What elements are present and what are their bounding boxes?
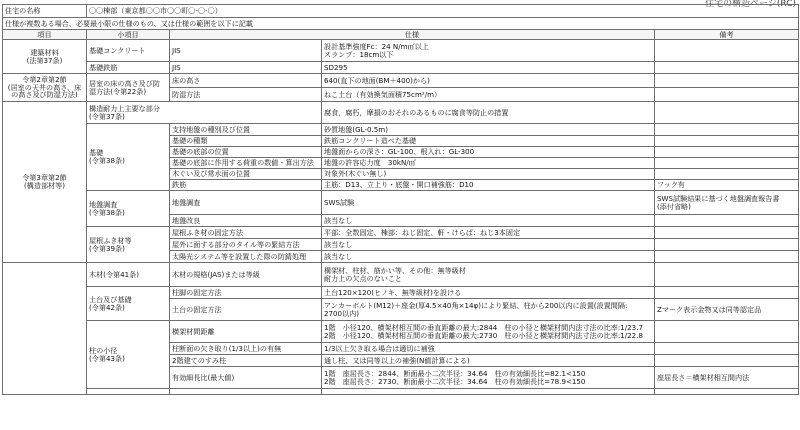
note-cell — [655, 287, 799, 299]
spec-cell: 砂質地盤(GL-0.5m) — [322, 124, 655, 136]
spec-cell: アンカーボルト(M12)＋座金(厚4.5×40角×14φ)により緊結、柱から200以内に設置(設置間隔: 2700以内) — [322, 299, 655, 321]
subitem-kiso: 基礎 (令第38条) — [87, 124, 170, 191]
note-cell — [655, 74, 799, 88]
main-cell: 木ぐい及び常水面の位置 — [170, 169, 322, 180]
main-cell: 太陽光システム等を設置した際の防錆処理 — [170, 251, 322, 263]
main-cell: 地盤調査 — [170, 191, 322, 215]
table-row-tail — [3, 389, 799, 395]
spec-cell: ねこ土台（有効換気面積75cm²/m） — [322, 88, 655, 102]
spec-cell: 640(直下の地面(BM＋400)から) — [322, 74, 655, 88]
spec-table — [2, 4, 799, 395]
main-cell: 土台の固定方法 — [170, 299, 322, 321]
spec-cell: 主筋：D13、立上り・底盤・開口補強筋：D10 — [322, 180, 655, 191]
spec-cell: 構架材、柱材、筋かい等、その他：無等級材 耐力上の欠点のないこと — [322, 263, 655, 287]
main-cell — [170, 389, 322, 395]
subitem-cell: 屋根ふき材等 (令第39条) — [87, 227, 170, 263]
spec-cell: SWS試験 — [322, 191, 655, 215]
subitem-cell: 基礎鉄筋 — [87, 62, 170, 74]
spec-cell: 1/3以上欠き取る場合は適切に補強 — [322, 343, 655, 355]
title-label: 住宅の名称 — [3, 5, 87, 18]
note-cell — [655, 158, 799, 169]
note-cell — [655, 389, 799, 395]
main-cell: 基礎の底部に作用する荷重の数値・算出方法 — [170, 158, 322, 169]
table-row — [3, 321, 799, 343]
spec-cell: 鉄筋コンクリート造べた基礎 — [322, 136, 655, 147]
intro-row — [3, 18, 799, 30]
main-cell: 屋外に面する部分のタイル等の緊結方法 — [170, 239, 322, 251]
spec-cell: 腐食，腐朽，摩損のおそれのあるものに腐食等防止の措置 — [322, 102, 655, 124]
table-row — [3, 124, 799, 136]
note-cell — [655, 62, 799, 74]
main-cell: 木材の規格(JAS)または等級 — [170, 263, 322, 287]
note-cell — [655, 40, 799, 62]
table-row — [3, 74, 799, 88]
subitem-cell: 柱の小径 (令第43条) — [87, 321, 170, 389]
spec-cell: 土台120×120(ヒノキ、無等級材)を設ける — [322, 287, 655, 299]
main-cell: 基礎の底部の位置 — [170, 147, 322, 158]
table-row — [3, 102, 799, 124]
intro-text: 仕様が複数ある場合、必要最小限の仕様のもの、又は仕様の範囲を以下に記載 — [3, 18, 799, 30]
spec-cell: 1階 小径120、横架材相互間の垂直距離の最大:2844 柱の小径と横架材間内法寸法の比率:1/23.7 2階 小径120、横架材相互間の垂直距離の最大:2730 柱の小径と横架材間内法寸法の比率:1/22.8 — [322, 321, 655, 343]
main-cell: 防湿方法 — [170, 88, 322, 102]
group-blank — [3, 263, 87, 395]
subitem-cell: 構造耐力上主要な部分 (令第37条) — [87, 102, 322, 124]
main-cell: 屋根ふき材の固定方法 — [170, 227, 322, 239]
spec-cell: 平部：全数固定、棟部：ねじ固定、軒・けらば：ねじ3本固定 — [322, 227, 655, 239]
table-row — [3, 263, 799, 287]
subitem-cell: 基礎コンクリート — [87, 40, 170, 62]
spec-cell: 通し柱、又は同等以上の補強(N値計算による) — [322, 355, 655, 367]
note-cell — [655, 355, 799, 367]
spec-cell: 地盤の許容応力度 30kN/㎡ — [322, 158, 655, 169]
subitem-cell — [87, 389, 170, 395]
group-kenchiku: 建築材料 (法第37条) — [3, 40, 87, 74]
subitem-cell: 地盤調査 (令第38条) — [87, 191, 170, 227]
note-cell — [655, 239, 799, 251]
main-cell: 横架材間距離 — [170, 321, 322, 343]
title-value: 〇〇棟部（東京都〇〇市〇〇町〇-〇-〇） — [87, 5, 799, 18]
note-cell — [655, 88, 799, 102]
spec-cell — [322, 389, 655, 395]
main-cell: 有効細長比(最大値) — [170, 367, 322, 389]
subitem-cell: 木材(令第41条) — [87, 263, 170, 287]
note-cell — [655, 343, 799, 355]
note-cell: Zマーク表示金物又は同等認定品 — [655, 299, 799, 321]
main-cell: JIS — [170, 40, 322, 62]
main-cell: 柱断面の欠き取り(1/3以上)の有無 — [170, 343, 322, 355]
group-dai2: 令第2章第2節 (居室の天井の高さ、床 の高さ及び防湿方法) — [3, 74, 87, 102]
main-cell: 鉄筋 — [170, 180, 322, 191]
note-cell — [655, 124, 799, 136]
note-cell — [655, 136, 799, 147]
table-row — [3, 191, 799, 215]
header-note: 備考 — [655, 30, 799, 40]
header-spec: 仕様 — [170, 30, 655, 40]
table-row — [3, 62, 799, 74]
subitem-cell: 居室の床の高さ及び防湿方法(令第22条) — [87, 74, 170, 102]
spec-cell: 対象外(木ぐい無し) — [322, 169, 655, 180]
note-cell — [655, 169, 799, 180]
title-row — [3, 5, 799, 18]
main-cell: 支持地盤の種別及び位置 — [170, 124, 322, 136]
main-cell: 地盤改良 — [170, 215, 322, 227]
spec-cell: 地盤面からの深さ：GL-100、根入れ：GL-300 — [322, 147, 655, 158]
spec-cell: 設計基準強度Fc：24 N/m㎡以上 スランプ：18cm以下 — [322, 40, 655, 62]
main-cell: 床の高さ — [170, 74, 322, 88]
header-subitem: 小項目 — [87, 30, 170, 40]
spec-cell: 該当なし — [322, 251, 655, 263]
note-cell: SWS試験結果に基づく地盤調査報告書 (添付省略) — [655, 191, 799, 215]
note-cell — [655, 321, 799, 343]
spec-cell: 1階 座屈長さ：2844、断面最小二次半径：34.64 柱の有効細長比=82.1<150 2階 座屈長さ：2730、断面最小二次半径：34.64 柱の有効細長比=78.9<150 — [322, 367, 655, 389]
note-cell: 座屈長さ＝横架材相互間内法 — [655, 367, 799, 389]
top-note: 住宅の構造ページ(RC) — [705, 0, 796, 9]
group-dai3: 令第3章第2節 (構造部材等) — [3, 102, 87, 263]
note-cell — [655, 227, 799, 239]
subitem-cell: 土台及び基礎 (令第42条) — [87, 287, 170, 321]
spec-cell: SD295 — [322, 62, 655, 74]
spec-cell: 該当なし — [322, 239, 655, 251]
main-cell: JIS — [170, 62, 322, 74]
header-row — [3, 30, 799, 40]
note-cell — [655, 251, 799, 263]
main-cell: 2階建てのすみ柱 — [170, 355, 322, 367]
note-cell — [655, 102, 799, 124]
note-cell — [655, 147, 799, 158]
table-row — [3, 227, 799, 239]
spec-cell: 該当なし — [322, 215, 655, 227]
main-cell: 基礎の種類 — [170, 136, 322, 147]
main-cell: 柱脚の固定方法 — [170, 287, 322, 299]
note-cell — [655, 263, 799, 287]
header-item: 項目 — [3, 30, 87, 40]
table-row — [3, 287, 799, 299]
note-cell: フック有 — [655, 180, 799, 191]
table-row — [3, 40, 799, 62]
note-cell — [655, 215, 799, 227]
